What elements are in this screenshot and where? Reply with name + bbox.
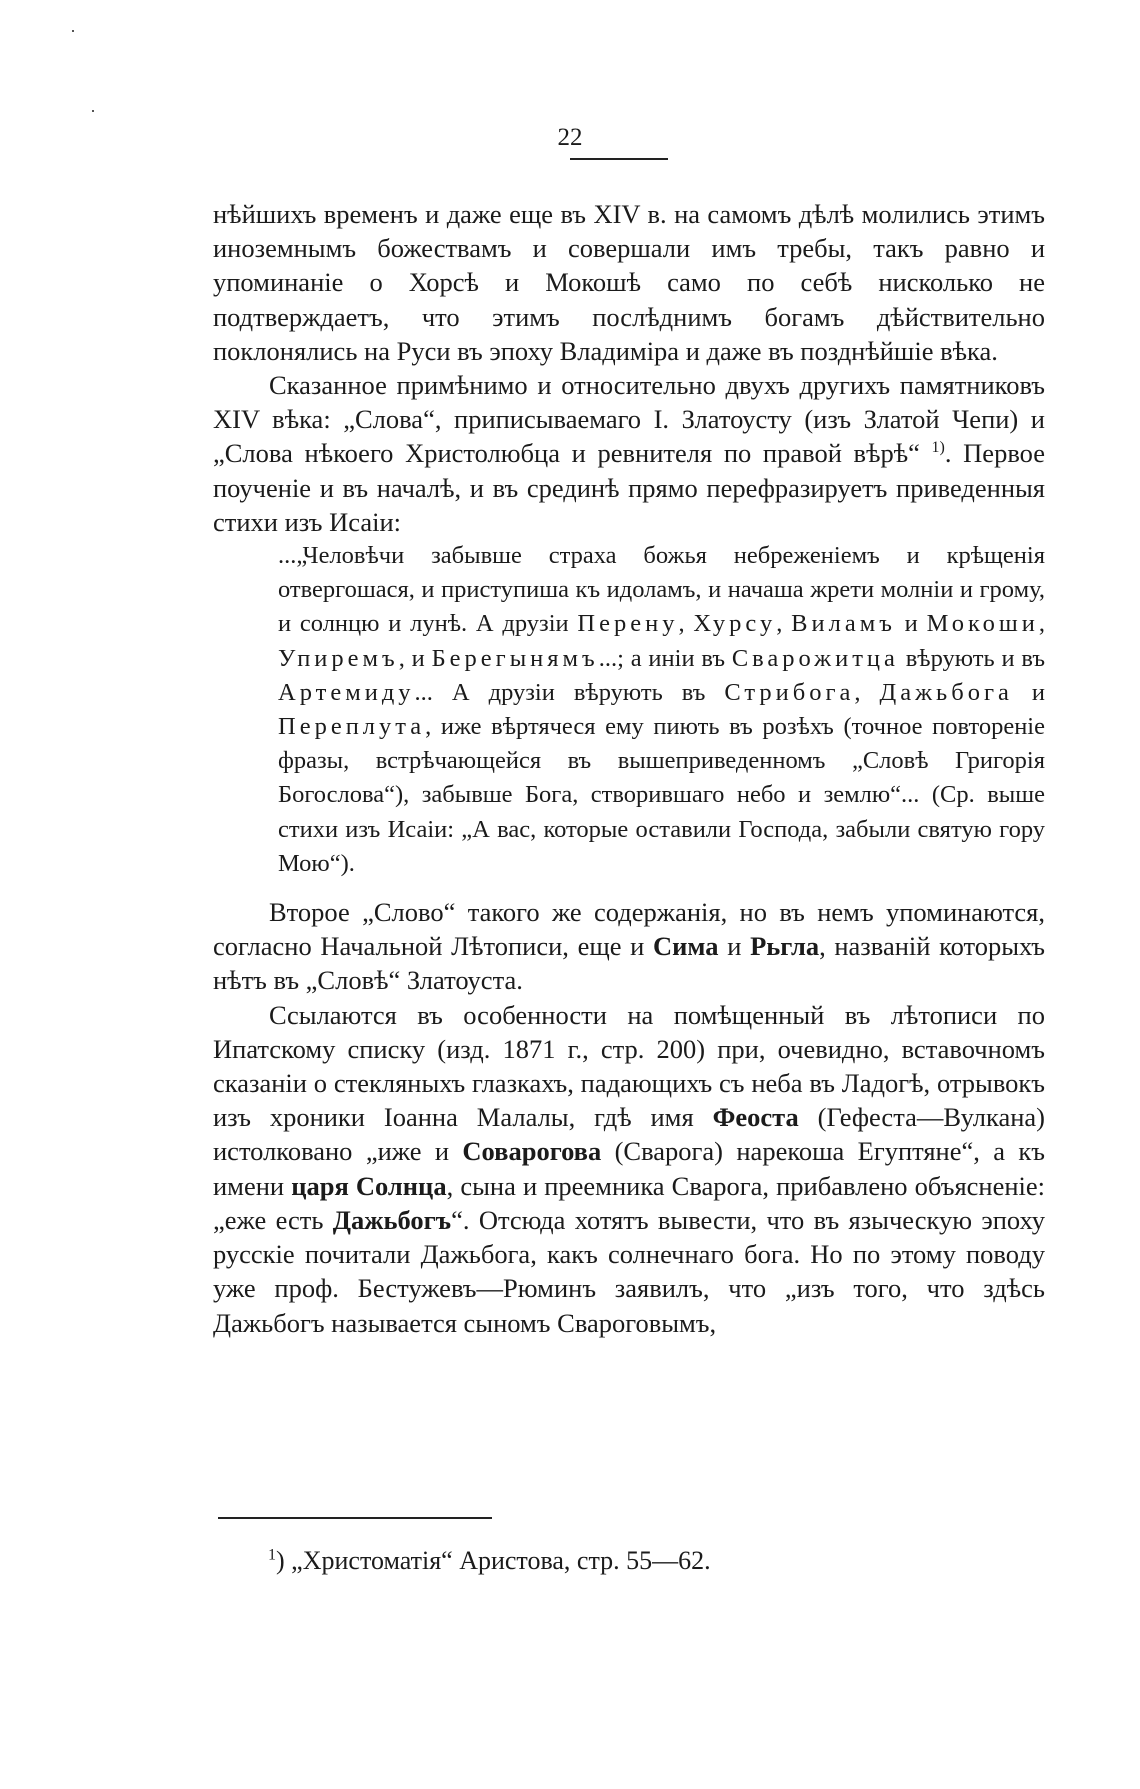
paragraph-2 bbox=[213, 368, 1045, 539]
quote-name-hursu: Хурсу bbox=[693, 610, 777, 638]
quote-name-mokoshi: Мокоши bbox=[926, 610, 1039, 638]
scan-speck bbox=[92, 110, 94, 112]
footnote-mark-number: 1 bbox=[268, 1546, 276, 1564]
paragraph-3-text-c: , названій которыхъ нѣтъ въ „Словѣ“ Златоуста. bbox=[213, 931, 1046, 996]
paragraph-4-text-e: “. Отсюда хотятъ вывести, что въ языческую эпоху русскіе почитали Дажьбога, какъ солнечнаго бога. Но по этому поводу уже проф. Бестужевъ—Рюминъ заявилъ, что „изъ того, что здѣсь Дажьбогъ называется сыномъ Свароговымъ, bbox=[213, 1204, 1045, 1338]
quote-text-d: и bbox=[895, 610, 927, 638]
quote-name-svarozhitsa: Сварожитца bbox=[731, 644, 899, 672]
quote-name-artemidu: Артемиду bbox=[278, 678, 415, 706]
paragraph-4-text-d: , сына и преемника Сварога, прибавлено объясненіе: „еже есть bbox=[213, 1170, 1046, 1235]
page-number-rule bbox=[570, 158, 668, 160]
quotation-block bbox=[278, 539, 1045, 881]
quote-name-perenu: Перену bbox=[577, 610, 679, 638]
main-text bbox=[213, 197, 1045, 1340]
footnote-rule bbox=[218, 1517, 492, 1519]
page-number: 22 bbox=[557, 124, 583, 151]
quote-name-pereplut: Переплута bbox=[278, 713, 426, 741]
quote-text-g: ...; а иніи въ bbox=[598, 644, 732, 672]
paragraph-3-text-b: и bbox=[718, 931, 751, 962]
bold-name-sima: Сима bbox=[653, 931, 719, 962]
bold-name-sovaroga: Совароговa bbox=[462, 1136, 602, 1167]
footnote-ref-paren: ) bbox=[939, 439, 945, 457]
quote-name-striboga: Стрибога bbox=[724, 678, 855, 706]
quote-text-a: ...„Человѣчи забывше страха божья небреженіемъ и крѣщенія отвергошася, и приступиша къ идоламъ, и начаша жрети молніи и грому, и солнцю и лунѣ. А друзіи bbox=[278, 542, 1045, 638]
quote-name-vilam: Виламъ bbox=[791, 610, 896, 638]
quote-name-upirem: Упиремъ bbox=[278, 644, 399, 672]
quote-text-f: , и bbox=[398, 644, 432, 672]
quote-text-h: вѣрують и въ bbox=[898, 644, 1045, 672]
paragraph-3 bbox=[213, 895, 1045, 998]
paragraph-2-text-b: . Первое поученіе и въ началѣ, и въ срединѣ прямо перефразируетъ приведенныя стихи изъ Исаіи: bbox=[213, 438, 1045, 537]
paragraph-1: нѣйшихъ временъ и даже еще въ XIV в. на самомъ дѣлѣ молились этимъ иноземнымъ божествамъ и совершали имъ требы, такъ равно и упоминаніе о Хорсѣ и Мокошѣ само по себѣ нисколько не подтверждаетъ, что этимъ послѣднимъ богамъ дѣйствительно поклонялись на Руси въ эпоху Владиміра и даже въ позднѣйшіе вѣка. bbox=[213, 199, 1045, 366]
footnote-mark-paren: ) bbox=[276, 1546, 285, 1575]
bold-name-feosta: Феоста bbox=[712, 1102, 799, 1133]
quote-text-j: , bbox=[854, 678, 880, 706]
quote-name-dazhboga: Дажьбога bbox=[879, 678, 1013, 706]
paragraph-4-text-c: (Сварога) нарекоша Егуптяне“, а къ имени bbox=[213, 1136, 1045, 1201]
quote-text-i: ... А друзіи вѣрують въ bbox=[414, 678, 725, 706]
paragraph-4 bbox=[213, 998, 1045, 1340]
quote-text-c: , bbox=[776, 610, 792, 638]
bold-name-rygla: Рьгла bbox=[750, 931, 820, 962]
scan-speck bbox=[72, 30, 74, 32]
bold-name-tsarya-solntsa: царя Солнца bbox=[291, 1170, 447, 1201]
footnote-ref bbox=[932, 440, 945, 457]
paragraph-4-text-b: (Гефеста—Вулкана) истолковано „иже и bbox=[213, 1102, 1045, 1167]
paragraph-4-text-a: Ссылаются въ особенности на помѣщенный въ лѣтописи по Ипатскому списку (изд. 1871 г., стр. 200) при, очевидно, вставочномъ сказаніи о стекляныхъ глазкахъ, падающихъ съ неба въ Ладогѣ, отрывокъ изъ хроники Іоанна Малалы, гдѣ имя bbox=[213, 999, 1045, 1133]
quote-text-b: , bbox=[678, 610, 694, 638]
footnote-text: „Христоматія“ Аристова, стр. 55—62. bbox=[284, 1546, 711, 1575]
paragraph-2-text-a: Сказанное примѣнимо и относительно двухъ другихъ памятниковъ XIV вѣка: „Слова“, приписываемаго І. Златоусту (изъ Златой Чепи) и „Слова нѣкоего Христолюбца и ревнителя по правой вѣрѣ“ bbox=[213, 370, 1045, 469]
footnote-mark bbox=[268, 1546, 276, 1563]
footnote-ref-number: 1 bbox=[931, 439, 940, 457]
bold-name-dazhbog: Дажьбогъ bbox=[332, 1204, 452, 1235]
quote-text-e: , bbox=[1038, 610, 1045, 638]
paragraph-3-text-a: Второе „Слово“ такого же содержанія, но въ немъ упоминаются, согласно Начальной Лѣтописи, еще и bbox=[213, 897, 1045, 962]
footnote bbox=[268, 1546, 711, 1576]
quote-text-k: и bbox=[1012, 678, 1045, 706]
quote-text-l: , иже вѣртячеся ему пиють въ розѣхъ (точное повтореніе фразы, встрѣчающейся въ вышеприведенномъ „Словѣ Григорія Богослова“), забывше Бога, створившаго небо и землю“... (Ср. выше стихи изъ Исаіи: „А вас, которые оставили Господа, забыли святую гору Мою“). bbox=[278, 713, 1045, 877]
quote-name-beregynyam: Берегынямъ bbox=[431, 644, 599, 672]
